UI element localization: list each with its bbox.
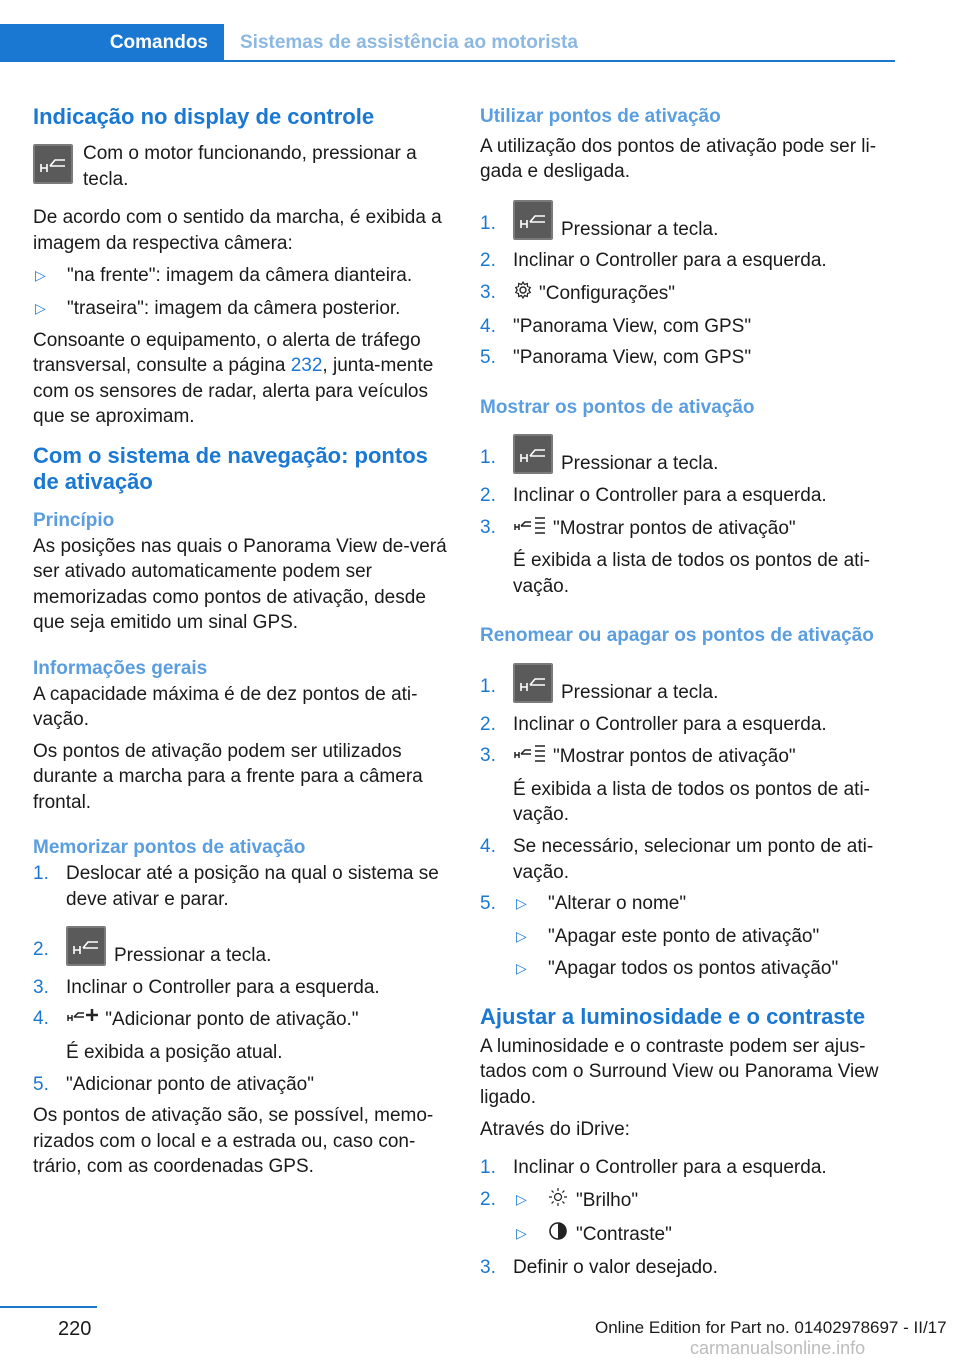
paragraph-final: Os pontos de ativação são, se possível, memo-rizados com o local e a estrada ou, caso con-trário, com as coordenadas GPS.	[33, 1105, 434, 1178]
sun-icon	[548, 1187, 568, 1215]
section-breadcrumb[interactable]: Sistemas de assistência ao motorista	[240, 32, 578, 53]
paragraph-direction: De acordo com o sentido da marcha, é exibida a imagem da respectiva câmera:	[33, 207, 442, 254]
list-item: 3. "Mostrar pontos de ativação" É exibida a lista de todos os pontos de ati-vação.	[480, 745, 871, 826]
list-item: 5. "Adicionar ponto de ativação"	[33, 1073, 314, 1095]
right-column	[480, 100, 900, 1281]
list-item: 3. "Mostrar pontos de ativação" É exibida a lista de todos os pontos de ati-vação.	[480, 516, 871, 597]
list-item: 5. "Panorama View, com GPS"	[480, 347, 752, 369]
camera-key-icon	[513, 434, 553, 474]
triangle-bullet-icon: ▷	[35, 299, 46, 316]
list-item: 4. "Adicionar ponto de ativação." É exibida a posição atual.	[33, 1008, 359, 1064]
triangle-bullet-icon: ▷	[516, 927, 527, 944]
rename-steps	[480, 663, 900, 982]
list-item: 1. Pressionar a tecla.	[480, 434, 900, 477]
list-item: ▷ "Alterar o nome"	[480, 891, 900, 917]
list-item: ▷ "Apagar todos os pontos ativação"	[480, 956, 900, 982]
list-item: 4. Se necessário, selecionar um ponto de ati-vação.	[480, 835, 874, 883]
list-item: 3. Inclinar o Controller para a esquerda.	[33, 976, 380, 998]
triangle-bullet-icon: ▷	[516, 895, 527, 912]
paragraph-use: A utilização dos pontos de ativação pode ser li-gada e desligada.	[480, 135, 877, 183]
triangle-bullet-icon: ▷	[516, 1225, 527, 1242]
paragraph-equipment: Consoante o equipamento, o alerta de tráfego transversal, consulte a página 232, junta-mente com os sensores de radar, alerta para veículos que se aproximam.	[33, 329, 434, 428]
footer-rule	[0, 1306, 97, 1308]
page-reference-link[interactable]: 232	[290, 355, 323, 377]
list-item: 1. Deslocar até a posição na qual o sistema se deve ativar e parar.	[33, 863, 439, 910]
paragraph-general-1: A capacidade máxima é de dez pontos de ati-vação.	[33, 683, 418, 731]
list-item: 2. Inclinar o Controller para a esquerda.	[480, 713, 827, 735]
camera-key-icon	[513, 663, 553, 703]
list-item: 2. Inclinar o Controller para a esquerda.	[480, 250, 827, 272]
camera-key-icon	[66, 926, 106, 966]
list-item: 1. Inclinar o Controller para a esquerda.	[480, 1157, 827, 1179]
brightness-steps	[480, 1155, 900, 1280]
list-item: ▷ "na frente": imagem da câmera dianteira.	[33, 263, 447, 289]
list-item: 1. Pressionar a tecla.	[480, 663, 900, 706]
chapter-tab[interactable]: Comandos	[0, 24, 224, 62]
add-point-icon	[66, 1006, 100, 1034]
header-rule	[0, 60, 895, 62]
watermark: carmanualsonline.info	[690, 1338, 866, 1358]
heading-navigation: Com o sistema de navegação: pontos de ativação	[33, 442, 428, 494]
triangle-bullet-icon: ▷	[516, 1190, 527, 1207]
list-item: 5. ▷ "Alterar o nome" ▷ "Apagar este ponto de ativação" ▷ "Apagar todos os pontos ativação"	[480, 891, 900, 982]
page-number: 220	[58, 1318, 92, 1340]
memorize-steps	[33, 861, 447, 1097]
left-column	[33, 100, 447, 1180]
heading-rename: Renomear ou apagar os pontos de ativação	[480, 625, 874, 647]
heading-memorize: Memorizar pontos de ativação	[33, 837, 306, 859]
show-steps	[480, 434, 900, 599]
list-item: 3. "Configurações"	[480, 280, 900, 308]
camera-key-icon	[513, 200, 553, 240]
list-item: ▷ "Apagar este ponto de ativação"	[480, 924, 900, 950]
page-header	[0, 0, 960, 62]
list-item: ▷ "Brilho"	[480, 1187, 900, 1215]
list-points-icon	[513, 743, 547, 771]
heading-show: Mostrar os pontos de ativação	[480, 396, 755, 418]
list-item: ▷ "Contraste"	[480, 1221, 900, 1249]
list-item: 2. ▷ "Brilho" ▷ "Contraste"	[480, 1187, 900, 1249]
list-item: 3. Definir o valor desejado.	[480, 1257, 718, 1279]
paragraph-general-2: Os pontos de ativação podem ser utilizados durante a marcha para a frente para a câmera frontal.	[33, 740, 423, 813]
list-item: 1. Pressionar a tecla.	[480, 200, 900, 243]
intro-block	[33, 141, 447, 192]
camera-bullets	[33, 263, 447, 321]
use-steps	[480, 200, 900, 371]
paragraph-brightness: A luminosidade e o contraste podem ser ajus-tados com o Surround View ou Panorama View ligado.	[480, 1035, 879, 1109]
rename-options	[480, 891, 900, 982]
brightness-options	[480, 1187, 900, 1249]
camera-key-icon	[33, 144, 73, 184]
triangle-bullet-icon: ▷	[516, 960, 527, 977]
edition-note: Online Edition for Part no. 01402978697 - II/17	[595, 1318, 947, 1337]
list-item: 4. "Panorama View, com GPS"	[480, 315, 752, 337]
paragraph-idrive: Através do iDrive:	[480, 1118, 630, 1140]
heading-brightness: Ajustar a luminosidade e o contraste	[480, 1003, 866, 1029]
list-item: 2. Pressionar a tecla.	[33, 926, 447, 969]
heading-general: Informações gerais	[33, 657, 208, 679]
list-item: ▷ "traseira": imagem da câmera posterior.	[33, 296, 447, 322]
contrast-icon	[548, 1221, 568, 1249]
intro-text: Com o motor funcionando, pressionar a tecla.	[83, 143, 417, 190]
heading-use: Utilizar pontos de ativação	[480, 106, 721, 127]
gear-icon	[513, 280, 533, 308]
list-points-icon	[513, 515, 547, 543]
list-item: 2. Inclinar o Controller para a esquerda.	[480, 484, 827, 506]
triangle-bullet-icon: ▷	[35, 267, 46, 284]
heading-display: Indicação no display de controle	[33, 104, 375, 129]
heading-principle: Princípio	[33, 509, 115, 531]
paragraph-principle: As posições nas quais o Panorama View de-verá ser ativado automaticamente podem ser memorizadas como pontos de ativação, desde que seja emitido um sinal GPS.	[33, 535, 447, 634]
